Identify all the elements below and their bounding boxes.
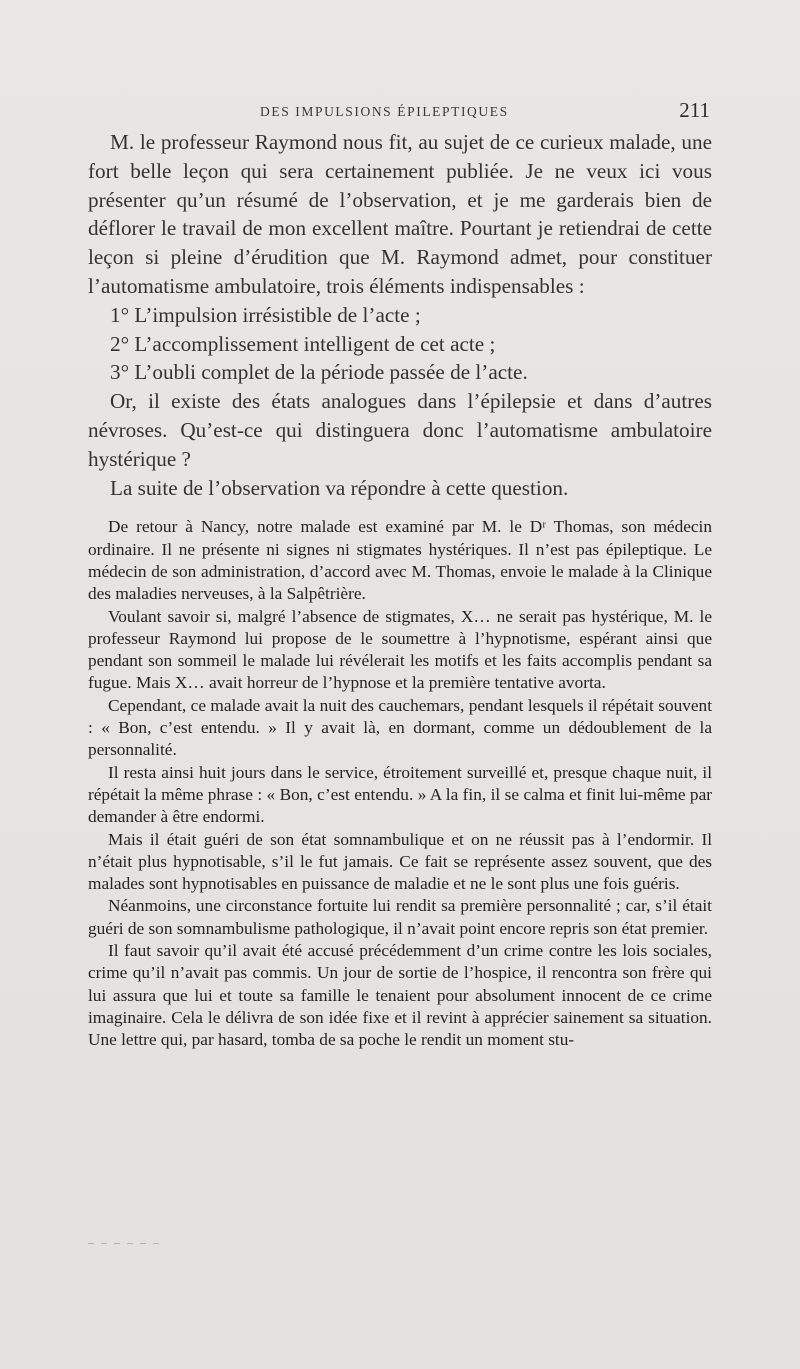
main-text bbox=[88, 128, 712, 502]
running-title: DES IMPULSIONS ÉPILEPTIQUES bbox=[260, 104, 509, 119]
page-body bbox=[88, 128, 712, 1051]
observation-paragraph: Il faut savoir qu’il avait été accusé précédemment d’un crime contre les lois sociales, crime qu’il n’avait pas commis. Un jour de sortie de l’hospice, il rencontra son frère qui lui assura que lui et toute sa famille le tenaient pour absolument innocent de ce crime imaginaire. Cela le délivra de son idée fixe et il revint à apprécier sainement sa situation. Une lettre qui, par hasard, tomba de sa poche le rendit un moment stu- bbox=[88, 941, 712, 1050]
bottom-margin-marks bbox=[88, 1243, 288, 1245]
observation-text bbox=[88, 516, 712, 1051]
observation-paragraph: Cependant, ce malade avait la nuit des cauchemars, pendant lesquels il répétait souvent : « Bon, c’est entendu. » Il y avait là, en dormant, comme un dédoublement de la personnalité. bbox=[88, 695, 712, 760]
observation-paragraph: Néanmoins, une circonstance fortuite lui rendit sa première personnalité ; car, s’il était guéri de son somnambulisme pathologique, il n’avait point encore repris son état premier. bbox=[88, 896, 712, 938]
observation-paragraph: De retour à Nancy, notre malade est examiné par M. le Dʳ Thomas, son médecin ordinaire. Il ne présente ni signes ni stigmates hystériques. Il n’est pas épileptique. Le médecin de son administration, d’accord avec M. Thomas, envoie le malade à la Clinique des maladies nerveuses, à la Salpêtrière. bbox=[88, 517, 712, 604]
paragraph-transition: La suite de l’observation va répondre à cette question. bbox=[110, 475, 569, 500]
list-item-3: 3° L’oubli complet de la période passée de l’acte. bbox=[110, 360, 528, 385]
paragraph-intro: M. le professeur Raymond nous fit, au sujet de ce curieux malade, une fort belle leçon qui sera certainement publiée. Je ne veux ici vous présenter qu’un résumé de l’observation, et je me garderais bien de déflorer le travail de mon excellent maître. Pourtant je retiendrai de cette leçon si pleine d’érudition que M. Raymond admet, pour constituer l’automatisme ambulatoire, trois éléments indispensables : bbox=[88, 130, 712, 298]
list-item-1: 1° L’impulsion irrésistible de l’acte ; bbox=[110, 302, 421, 327]
list-item-2: 2° L’accomplissement intelligent de cet acte ; bbox=[110, 331, 496, 356]
observation-paragraph: Mais il était guéri de son état somnambulique et on ne réussit pas à l’endormir. Il n’était plus hypnotisable, s’il le fut jamais. Ce fait se représente assez souvent, que des malades sont hypnotisables en puissance de maladie et ne le sont plus une fois guéris. bbox=[88, 829, 712, 894]
paragraph-question: Or, il existe des états analogues dans l’épilepsie et dans d’autres névroses. Qu’est-ce qui distinguera donc l’automatisme ambulatoire hystérique ? bbox=[88, 389, 712, 471]
observation-paragraph: Voulant savoir si, malgré l’absence de stigmates, X… ne serait pas hystérique, M. le professeur Raymond lui propose de le soumettre à l’hypnotisme, espérant ainsi que pendant son sommeil le malade lui révélerait les motifs et les faits accomplis pendant sa fugue. Mais X… avait horreur de l’hypnose et la première tentative avorta. bbox=[88, 606, 712, 693]
page-number: 211 bbox=[679, 98, 710, 122]
page-header bbox=[90, 98, 710, 126]
observation-paragraph: Il resta ainsi huit jours dans le service, étroitement surveillé et, presque chaque nuit, il répétait la même phrase : « Bon, c’est entendu. » A la fin, il se calma et finit lui-même par demander à être endormi. bbox=[88, 762, 712, 827]
